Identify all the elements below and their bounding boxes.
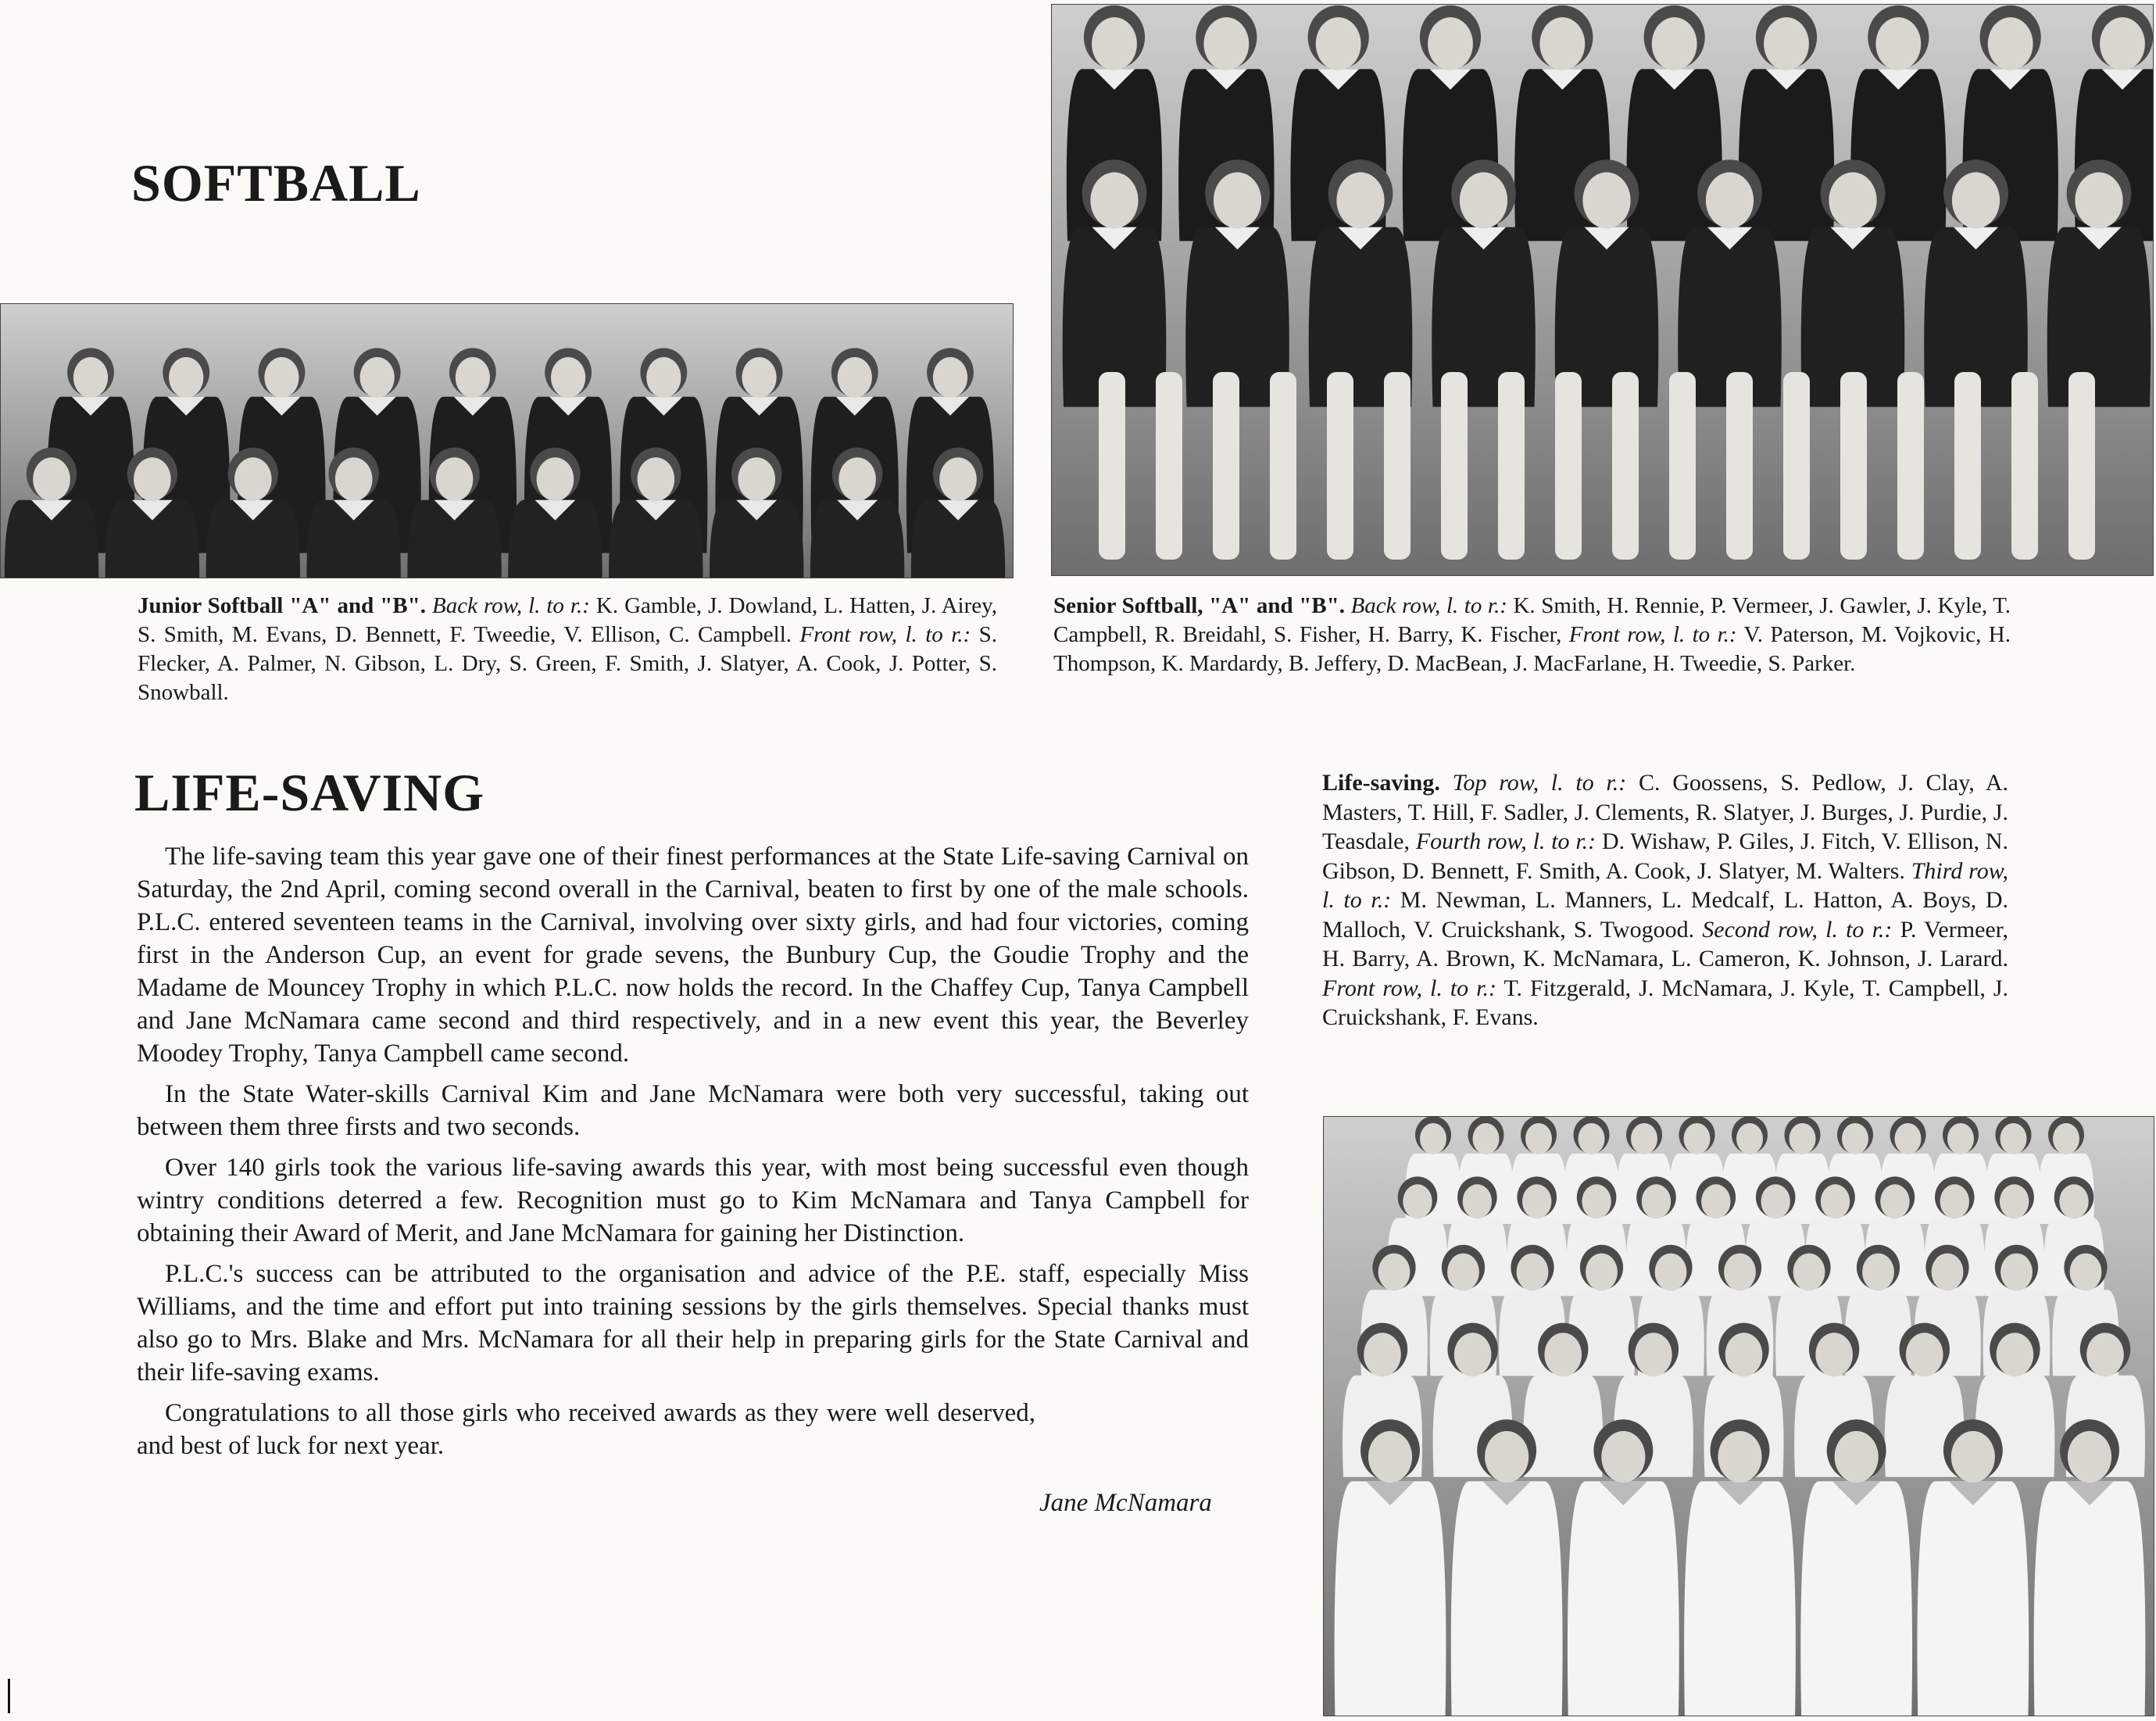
senior-softball-photo bbox=[1051, 4, 2154, 576]
person-head bbox=[1454, 1333, 1492, 1376]
lifesaving-caption-third-label: Third row, l. to r.: bbox=[1322, 857, 2009, 913]
person-head bbox=[1364, 1333, 1401, 1376]
person-head bbox=[1835, 1431, 1879, 1483]
junior-caption-back-names: K. Gamble, J. Dowland, L. Hatten, J. Airey, S. Smith, M. Evans, D. Bennett, F. Tweedie, V. Ellison, C. Campbell. bbox=[138, 593, 998, 647]
person-head bbox=[1815, 1333, 1853, 1376]
person-head bbox=[646, 357, 681, 398]
senior-caption-front-label: Front row, l. to r.: bbox=[1568, 622, 1737, 647]
person-head bbox=[1642, 1184, 1671, 1218]
person-body bbox=[2047, 227, 2151, 407]
lifesaving-article bbox=[137, 840, 1249, 1470]
article-paragraph: Over 140 girls took the various life-saving awards this year, with most being successful even though wintry conditions deterred a few. Recognition must go to Kim McNamara and Tanya Campbell for obtaining their Award of Merit, and Jane McNamara for gaining her Distinction. bbox=[137, 1154, 1249, 1247]
person-head bbox=[234, 457, 272, 501]
lifesaving-caption-second-label: Second row, l. to r.: bbox=[1702, 916, 1893, 943]
person-head bbox=[1940, 1184, 1969, 1218]
person-head bbox=[1368, 1431, 1412, 1483]
lifesaving-caption-top-names: C. Goossens, S. Pedlow, J. Clay, A. Masters, T. Hill, F. Sadler, J. Clements, R. Slatyer, J. Burges, J. Purdie, J. Teasdale, bbox=[1322, 770, 2008, 854]
person-head bbox=[73, 357, 108, 398]
person-head bbox=[1336, 172, 1384, 228]
lifesaving-caption-second-names: P. Vermeer, H. Barry, A. Brown, K. McNamara, L. Cameron, K. Johnson, J. Larard. bbox=[1322, 916, 2008, 971]
person-head bbox=[1203, 17, 1249, 70]
person-head bbox=[1428, 17, 1473, 70]
person-body bbox=[1335, 1481, 1446, 1716]
person-head bbox=[738, 457, 775, 501]
person-body bbox=[1800, 1481, 1912, 1716]
margin-mark bbox=[8, 1679, 10, 1713]
article-paragraph: Congratulations to all those girls who received awards as they were well deserved, and best of luck for next year. bbox=[137, 1399, 1035, 1460]
article-paragraph: P.L.C.'s success can be attributed to the organisation and advice of the P.E. staff, especially Miss Williams, and the time and effort put into training sessions by the girls themselves. Special thanks must also go to Mrs. Blake and Mrs. McNamara for all their help in preparing girls for the State Carnival and their life-saving exams. bbox=[137, 1260, 1249, 1386]
person-head bbox=[1725, 1333, 1763, 1376]
person-head bbox=[1525, 1123, 1552, 1154]
person-head bbox=[1090, 172, 1138, 228]
junior-caption-title: Junior Softball "A" and "B". bbox=[138, 593, 426, 618]
person-head bbox=[1378, 1254, 1411, 1291]
senior-caption-back-label: Back row, l. to r.: bbox=[1350, 593, 1507, 618]
person-head bbox=[1761, 1184, 1790, 1218]
lifesaving-caption bbox=[1322, 768, 2008, 1032]
person-head bbox=[1895, 1123, 1922, 1154]
senior-caption-front-names: V. Paterson, M. Vojkovic, H. Thompson, K. Mardardy, B. Jeffery, D. MacBean, J. MacFarlane, H. Tweedie, S. Parker. bbox=[1053, 622, 2011, 676]
person-head bbox=[1951, 1431, 1995, 1483]
junior-softball-caption bbox=[138, 592, 997, 707]
person-head bbox=[1652, 17, 1697, 70]
junior-caption-front-names: S. Flecker, A. Palmer, N. Gibson, L. Dry, S. Green, F. Smith, J. Slatyer, A. Cook, J. Potter, S. Snowball. bbox=[138, 622, 997, 705]
article-paragraph: The life-saving team this year gave one of their finest performances at the State Life-saving Carnival on Saturday, the 2nd April, coming second overall in the Carnival, beaten to first by one of the male schools. P.L.C. entered seventeen teams in the Carnival, involving over sixty girls, and had four victories, coming first in the Anderson Cup, an event for grade sevens, the Bunbury Cup, the Goudie Trophy and the Madame de Mouncey Trophy in which P.L.C. now holds the record. In the Chaffey Cup, Tanya Campbell and Jane McNamara came second and third respectively, and in a new event this year, the Beverley Moodey Trophy, Tanya Campbell came second. bbox=[137, 843, 1249, 1068]
person-head bbox=[1875, 17, 1921, 70]
person-head bbox=[1736, 1123, 1763, 1154]
lifesaving-caption-third-names: M. Newman, L. Manners, L. Medcalf, L. Hatton, A. Boys, D. Malloch, V. Cruickshank, S. Twogood. bbox=[1322, 887, 2009, 943]
person-head bbox=[2086, 1333, 2124, 1376]
person-head bbox=[1988, 17, 2033, 70]
person-head bbox=[1829, 172, 1876, 228]
person-head bbox=[169, 357, 203, 398]
person-body bbox=[1568, 1481, 1679, 1716]
person-head bbox=[939, 457, 977, 501]
lifesaving-caption-top-label: Top row, l. to r.: bbox=[1452, 770, 1627, 796]
person-head bbox=[1842, 1123, 1868, 1154]
article-author: Jane McNamara bbox=[1039, 1489, 1212, 1517]
person-body bbox=[1917, 1481, 2029, 1716]
person-head bbox=[1932, 1254, 1964, 1291]
person-head bbox=[2070, 1254, 2102, 1291]
person-head bbox=[1631, 1123, 1657, 1154]
person-head bbox=[2053, 1123, 2079, 1154]
person-head bbox=[1906, 1333, 1943, 1376]
lifesaving-caption-fourth-label: Fourth row, l. to r.: bbox=[1415, 828, 1596, 854]
person-head bbox=[2100, 17, 2145, 70]
junior-caption-back-label: Back row, l. to r.: bbox=[432, 593, 590, 618]
softball-heading: SOFTBALL bbox=[131, 153, 421, 213]
person-head bbox=[1764, 17, 1809, 70]
person-head bbox=[1880, 1184, 1909, 1218]
person-head bbox=[1460, 172, 1507, 228]
person-head bbox=[264, 357, 299, 398]
lifesaving-heading: LIFE-SAVING bbox=[134, 763, 485, 822]
person-head bbox=[537, 457, 574, 501]
person-body bbox=[2034, 1481, 2146, 1716]
person-head bbox=[456, 357, 490, 398]
person-head bbox=[1463, 1184, 1492, 1218]
person-head bbox=[838, 357, 872, 398]
lifesaving-caption-front-label: Front row, l. to r.: bbox=[1322, 975, 1496, 1001]
junior-caption-front-label: Front row, l. to r.: bbox=[799, 622, 971, 647]
person-head bbox=[2000, 1254, 2033, 1291]
person-head bbox=[1724, 1254, 1756, 1291]
person-head bbox=[551, 357, 585, 398]
person-head bbox=[335, 457, 373, 501]
article-paragraph: In the State Water-skills Carnival Kim and Jane McNamara were both very successful, taking out between them three firsts and two seconds. bbox=[137, 1080, 1249, 1141]
person-head bbox=[33, 457, 70, 501]
lifesaving-caption-front-names: T. Fitzgerald, J. McNamara, J. Kyle, T. Campbell, J. Cruickshank, F. Evans. bbox=[1322, 975, 2008, 1030]
person-head bbox=[933, 357, 967, 398]
person-head bbox=[838, 457, 876, 501]
person-head bbox=[1485, 1431, 1529, 1483]
person-head bbox=[1997, 1333, 2034, 1376]
person-head bbox=[1821, 1184, 1850, 1218]
person-head bbox=[1952, 172, 2000, 228]
person-head bbox=[1790, 1123, 1816, 1154]
person-head bbox=[1635, 1333, 1672, 1376]
person-head bbox=[1517, 1254, 1549, 1291]
person-head bbox=[1539, 17, 1585, 70]
person-head bbox=[1544, 1333, 1582, 1376]
person-head bbox=[1522, 1184, 1551, 1218]
person-head bbox=[1793, 1254, 1825, 1291]
person-head bbox=[1947, 1123, 1974, 1154]
person-head bbox=[1473, 1123, 1500, 1154]
person-head bbox=[2000, 1184, 2029, 1218]
person-body bbox=[1451, 1481, 1563, 1716]
person-head bbox=[1579, 1123, 1605, 1154]
person-head bbox=[1601, 1431, 1645, 1483]
person-head bbox=[1862, 1254, 1894, 1291]
person-body bbox=[1684, 1481, 1796, 1716]
person-head bbox=[1447, 1254, 1479, 1291]
person-head bbox=[1718, 1431, 1761, 1483]
lifesaving-photo bbox=[1323, 1116, 2154, 1716]
senior-caption-back-names: K. Smith, H. Rennie, P. Vermeer, J. Gawler, J. Kyle, T. Campbell, R. Breidahl, S. Fisher, H. Barry, K. Fischer, bbox=[1053, 593, 2011, 647]
person-head bbox=[2059, 1184, 2088, 1218]
person-head bbox=[1214, 172, 1261, 228]
lifesaving-caption-fourth-names: D. Wishaw, P. Giles, J. Fitch, V. Ellison, N. Gibson, D. Bennett, F. Smith, A. Cook, J. Slatyer, M. Walters. bbox=[1322, 828, 2009, 884]
person-head bbox=[436, 457, 474, 501]
person-head bbox=[2000, 1123, 2027, 1154]
senior-softball-caption bbox=[1053, 592, 2011, 678]
person-head bbox=[1701, 1184, 1730, 1218]
person-head bbox=[1706, 172, 1754, 228]
person-head bbox=[360, 357, 395, 398]
person-head bbox=[2068, 1431, 2111, 1483]
person-head bbox=[1092, 17, 1137, 70]
person-head bbox=[1582, 1184, 1611, 1218]
person-head bbox=[1420, 1123, 1446, 1154]
senior-caption-title: Senior Softball, "A" and "B". bbox=[1053, 593, 1345, 618]
person-head bbox=[1586, 1254, 1618, 1291]
person-head bbox=[1582, 172, 1630, 228]
person-head bbox=[1684, 1123, 1711, 1154]
person-head bbox=[742, 357, 776, 398]
person-head bbox=[638, 457, 675, 501]
person-head bbox=[2075, 172, 2122, 228]
junior-softball-photo bbox=[0, 303, 1014, 578]
person-head bbox=[1316, 17, 1361, 70]
person-head bbox=[1655, 1254, 1687, 1291]
person-head bbox=[134, 457, 171, 501]
person-body bbox=[1523, 1376, 1603, 1477]
person-head bbox=[1403, 1184, 1432, 1218]
lifesaving-caption-title: Life-saving. bbox=[1322, 770, 1440, 796]
